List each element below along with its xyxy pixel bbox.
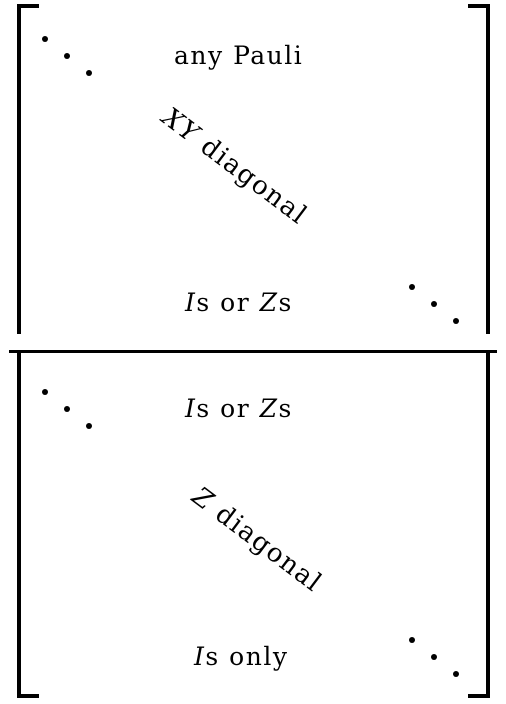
ddot: [453, 318, 459, 324]
ddot: [42, 389, 48, 395]
ddot: [42, 36, 48, 42]
ddot: [409, 284, 415, 290]
ddot: [431, 301, 437, 307]
upper-bottom-text-1: s or: [196, 288, 260, 317]
ddot: [86, 70, 92, 76]
upper-bottom-label: [185, 290, 293, 315]
lower-top-left-ddots: [42, 389, 102, 439]
right-bracket-bottom: [468, 500, 490, 698]
ddot: [409, 637, 415, 643]
upper-diagonal-label: [157, 104, 311, 229]
right-bracket-middle: [468, 202, 490, 334]
upper-diagonal-word: diagonal: [194, 131, 313, 231]
lower-top-symbol-1: I: [185, 394, 197, 423]
lower-top-text-1: s or: [196, 394, 260, 423]
ddot: [64, 53, 70, 59]
left-bracket-lower: [17, 352, 39, 500]
upper-top-left-ddots: [42, 36, 102, 86]
lower-diagonal-label: [187, 483, 326, 597]
lower-bottom-label: [194, 644, 288, 669]
lower-bottom-right-ddots: [409, 637, 469, 687]
lower-bottom-text: s only: [205, 642, 289, 671]
upper-bottom-symbol-2: Z: [259, 288, 279, 317]
lower-diagonal-word: diagonal: [209, 499, 328, 599]
lower-diagonal-symbol: Z: [186, 481, 220, 518]
lower-bottom-symbol: I: [194, 642, 206, 671]
upper-diagonal-symbol: XY: [156, 102, 206, 150]
right-bracket-top: [468, 4, 490, 206]
ddot: [431, 654, 437, 660]
upper-bottom-symbol-1: I: [185, 288, 197, 317]
left-bracket-bottom: [17, 500, 39, 698]
lower-top-symbol-2: Z: [259, 394, 279, 423]
upper-top-label: any Pauli: [174, 41, 304, 70]
lower-top-text-2: s: [278, 394, 293, 423]
left-bracket-middle: [17, 202, 39, 334]
ddot: [86, 423, 92, 429]
ddot: [453, 671, 459, 677]
block-separator-line: [9, 350, 497, 353]
right-bracket-lower: [468, 352, 490, 500]
upper-bottom-text-2: s: [278, 288, 293, 317]
ddot: [64, 406, 70, 412]
left-bracket-top: [17, 4, 39, 206]
upper-bottom-right-ddots: [409, 284, 469, 334]
lower-top-label: [185, 396, 293, 421]
